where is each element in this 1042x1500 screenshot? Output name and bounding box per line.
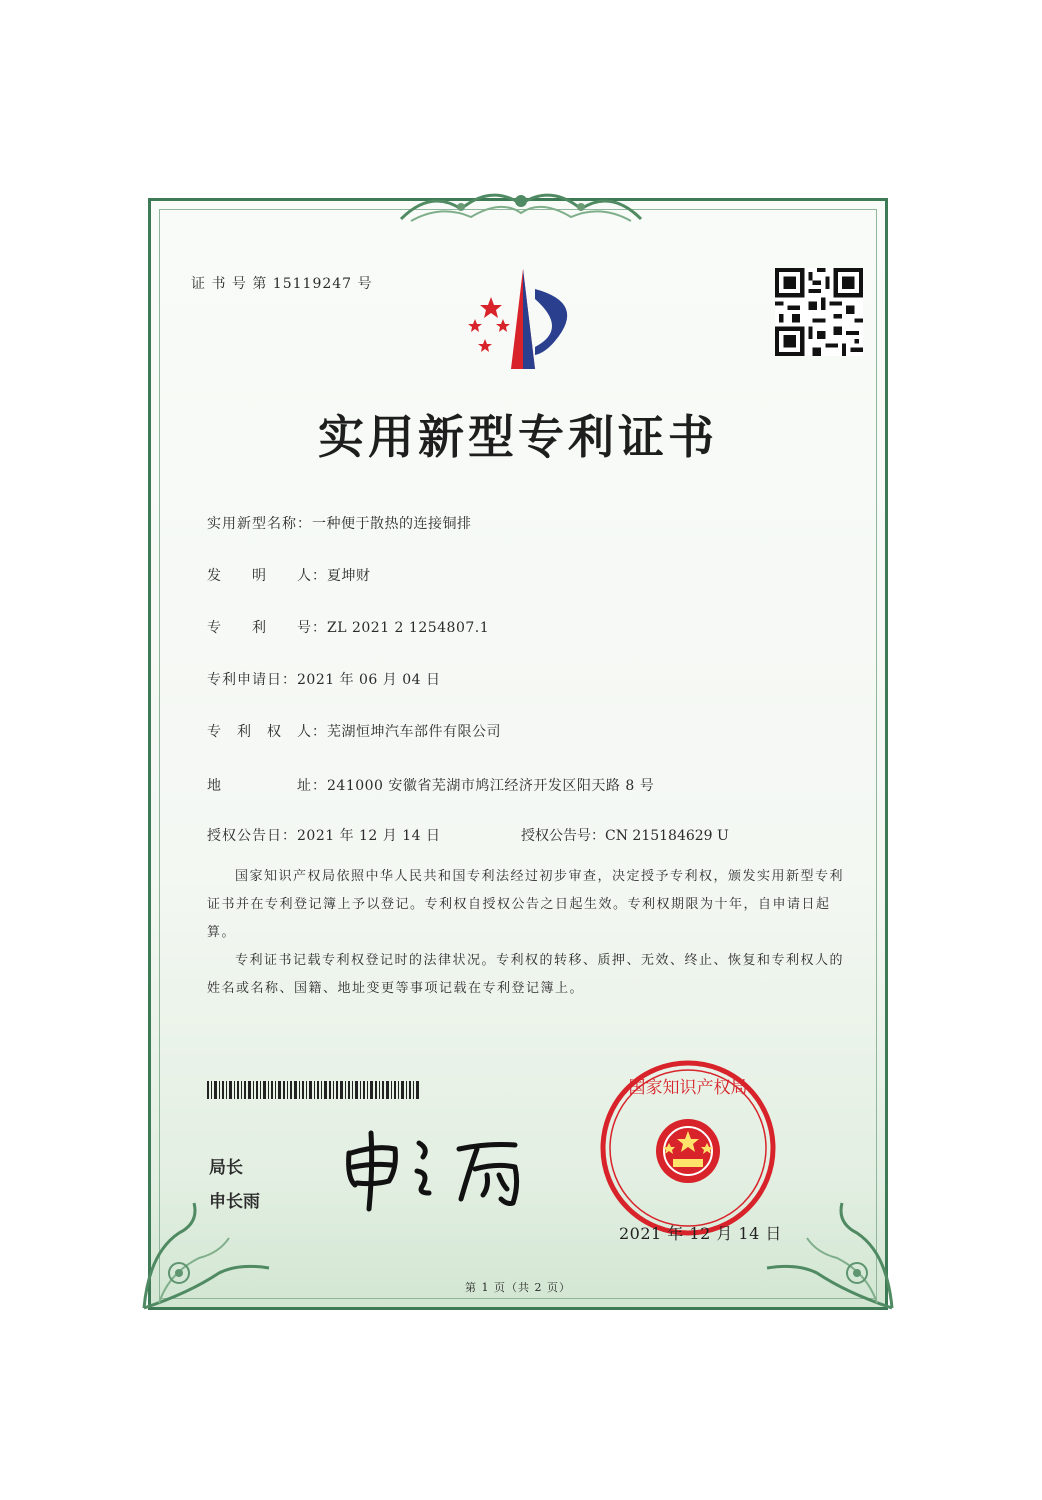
certificate-paragraph-1: 国家知识产权局依照中华人民共和国专利法经过初步审查，决定授予专利权，颁发实用新型专利证书并在专利登记簿上予以登记。专利权自授权公告之日起生效。专利权期限为十年，自申请日起算。: [207, 869, 845, 940]
certificate-title: 实用新型专利证书: [318, 410, 718, 464]
barcode-icon: [207, 1081, 419, 1099]
director-signature: [337, 1123, 537, 1213]
seal-date: 2021 年 12 月 14 日: [619, 1224, 782, 1243]
field-value: 芜湖恒坤汽车部件有限公司: [327, 724, 501, 740]
field-label: 专 利 号：: [207, 620, 327, 636]
field-label: 专利申请日：: [207, 672, 297, 688]
field-label: 发 明 人：: [207, 568, 327, 584]
field-value: ZL 2021 2 1254807.1: [327, 620, 490, 636]
field-grant-announcement-number: [521, 825, 729, 845]
director-name: 申长雨: [209, 1192, 260, 1212]
field-designer: [207, 565, 371, 585]
certificate-number: [191, 273, 373, 293]
official-seal: [599, 1059, 777, 1237]
corner-floral-ornament-right: [757, 1193, 897, 1313]
field-patentee: [207, 721, 501, 741]
page-footer: 第 1 页（共 2 页）: [465, 1281, 571, 1294]
qr-code-icon: [775, 267, 863, 357]
field-value: 241000 安徽省芜湖市鸠江经济开发区阳天路 8 号: [327, 778, 655, 794]
certificate-paragraph-2: 专利证书记载专利权登记时的法律状况。专利权的转移、质押、无效、终止、恢复和专利权人的姓名或名称、国籍、地址变更等事项记载在专利登记簿上。: [207, 953, 845, 996]
field-value: 2021 年 06 月 04 日: [297, 672, 441, 688]
cnipa-logo-icon: [451, 263, 591, 375]
seal-text: 国家知识产权局: [628, 1078, 748, 1098]
patent-certificate: [148, 198, 888, 1310]
field-value: 2021 年 12 月 14 日: [297, 828, 441, 844]
field-address: [207, 775, 654, 795]
field-label: 地 址：: [207, 778, 327, 794]
field-utility-model-name: [207, 513, 472, 533]
field-value: CN 215184629 U: [605, 828, 729, 844]
director-title: 局长: [209, 1158, 243, 1178]
field-grant-announcement-date: [207, 825, 441, 845]
field-label: 授权公告号：: [521, 828, 605, 844]
certificate-number-value: 第 15119247 号: [252, 276, 373, 292]
certificate-number-label: 证 书 号: [191, 276, 247, 292]
field-application-date: [207, 669, 441, 689]
field-label: 授权公告日：: [207, 828, 297, 844]
field-value: 夏坤财: [327, 568, 371, 584]
field-value: 一种便于散热的连接铜排: [312, 516, 472, 532]
field-label: 实用新型名称：: [207, 516, 312, 532]
field-patent-number: [207, 617, 489, 637]
top-floral-ornament: [391, 179, 651, 229]
field-label: 专 利 权 人：: [207, 724, 327, 740]
